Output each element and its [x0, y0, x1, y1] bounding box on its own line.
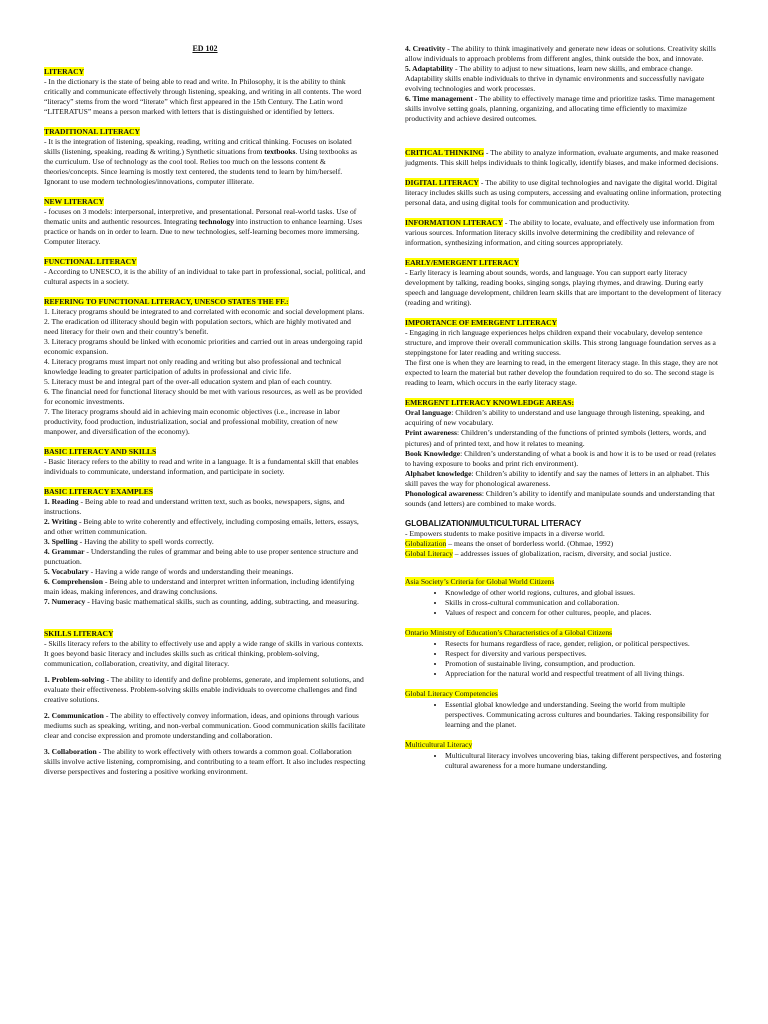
- item-text: : Children’s ability to understand and use language through listening, speaking, and acquiring of new vocabulary.: [405, 408, 705, 428]
- list-item: [405, 408, 723, 428]
- list-item: [405, 94, 723, 124]
- section-unesco: [44, 297, 366, 437]
- section-body: [44, 137, 366, 187]
- item-term: 6. Comprehension: [44, 577, 103, 587]
- bullet-item: • Multicultural literacy involves uncovering bias, taking different perspectives, and fostering cultural awareness for a more humane understanding.: [445, 751, 723, 771]
- item-text: - Having a wide range of words and understanding their meanings.: [88, 567, 294, 577]
- section-ontario: [405, 628, 723, 679]
- item-term: 5. Vocabulary: [44, 567, 89, 577]
- list-item: [405, 428, 723, 448]
- section-body: [405, 178, 723, 208]
- body-text: - The ability to use digital technologies and navigate the digital world. Digital literacy includes skills such as using computers, accessing and evaluating online information, protecting personal data, and using digital tools for communication and productivity.: [405, 178, 722, 208]
- list-item: [44, 537, 366, 547]
- section-title: INFORMATION LITERACY: [405, 218, 503, 228]
- section-body: [44, 207, 366, 247]
- section-body: [405, 148, 723, 168]
- section-body: [405, 218, 723, 248]
- section-title: EARLY/EMERGENT LITERACY: [405, 258, 520, 268]
- list-item: [44, 497, 366, 517]
- item-text: - Having the ability to spell words correctly.: [77, 537, 214, 547]
- body-text: – addresses issues of globalization, racism, diversity, and social justice.: [452, 549, 672, 559]
- item-term: 4. Creativity: [405, 44, 446, 53]
- section-body: - Skills literacy refers to the ability to effectively use and apply a wide range of skills in various contexts. It goes beyond basic literacy and includes skills such as critical thinking, problem-solving, communication, collaboration, creativity, and digital literacy.: [44, 639, 364, 669]
- section-information-literacy: [405, 218, 723, 248]
- section-importance-emergent: [405, 318, 723, 388]
- body-text: - It is the integration of listening, speaking, reading, writing and critical thinking. Focuses on isolated skills (listening, speaking, reading & writing.) Synthetic situations from: [44, 136, 352, 156]
- section-traditional-literacy: [44, 127, 366, 187]
- asia-criteria-list: [405, 588, 723, 618]
- list-item: [44, 747, 366, 777]
- section-functional-literacy: [44, 257, 366, 287]
- body-emphasis: textbooks: [264, 146, 296, 156]
- multicultural-list: [405, 751, 723, 771]
- basic-examples-list: [44, 497, 366, 607]
- list-item: 4. Literacy programs must impart not only reading and writing but also professional and technical knowledge leading to greater participation of adults in professional and civic life.: [44, 356, 342, 376]
- section-knowledge-areas: [405, 398, 723, 508]
- bullet-item: • Skills in cross-cultural communication and collaboration.: [445, 598, 723, 608]
- bullet-item: • Values of respect and concern for other cultures, people, and places.: [445, 608, 723, 618]
- body-text: - The ability to analyze information, evaluate arguments, and make reasoned judgments. This skill helps individuals to think logically, identify biases, and make informed decisions.: [405, 148, 719, 168]
- list-item: 6. The financial need for functional literacy should be met with various resources, as well as be provided for economic investments.: [44, 386, 363, 406]
- global-literacy-definition: [405, 549, 723, 559]
- item-text: : Children’s ability to identify and say the names of letters in an alphabet. This skill paves the way for phonological awareness.: [405, 468, 710, 488]
- item-term: 6. Time management: [405, 94, 473, 104]
- item-text: - The ability to effectively manage time and prioritize tasks. Time management skills involve setting goals, planning, organizing, and allocating time efficiently to maximize productivity and achieve desired outcomes.: [405, 94, 715, 124]
- section-title: SKILLS LITERACY: [44, 629, 114, 639]
- item-text: : Children’s understanding of what a book is and how it is to be used or read (relates to having exposure to books and print rich environment).: [405, 448, 716, 468]
- right-column: [405, 44, 723, 781]
- item-text: - The ability to work effectively with others towards a common goal. Collaboration skills involve active listening, compromising, and contributing to a team effort. It also includes respecting diverse perspectives and fostering a positive working environment.: [44, 747, 366, 777]
- bullet-item: • Appreciation for the natural world and respectful treatment of all living things.: [445, 669, 723, 679]
- item-text: : Children’s understanding of the functions of printed symbols (letters, words, and pictures) and of printed text, and how it relates to meaning.: [405, 428, 707, 448]
- section-title: CRITICAL THINKING: [405, 148, 484, 158]
- section-body: - According to UNESCO, it is the ability of an individual to take part in professional, social, political, and cultural aspects in a society.: [44, 266, 366, 286]
- item-text: - Being able to understand and interpret written information, including identifying main ideas, making inferences, and drawing conclusions.: [44, 577, 355, 597]
- body-text: – means the onset of borderless world. (Ohmae, 1992): [446, 539, 614, 549]
- section-title: Ontario Ministry of Education’s Characteristics of a Global Citizens: [405, 628, 613, 638]
- item-term: 3. Collaboration: [44, 747, 97, 757]
- body-emphasis: technology: [199, 216, 235, 226]
- item-term: 5. Adaptability: [405, 64, 454, 74]
- item-term: 1. Reading: [44, 497, 79, 507]
- body-text: into instruction to enhance learning. Uses practice or hands on in order to learn. Due to new technologies, self-learning becomes more immersing. Computer literacy.: [44, 216, 363, 246]
- section-body-2: The first one is when they are learning to read, in the emergent literacy stage. In this stage, they are not expected to learn the material but rather develop the foundation required to do so. The second stage is reading to learn, which occurs in the early literacy stage.: [405, 358, 718, 388]
- section-asia-society: [405, 577, 723, 618]
- item-text: - Being able to write coherently and effectively, including composing emails, letters, essays, and other written communication.: [44, 517, 359, 537]
- section-critical-thinking: [405, 148, 723, 168]
- list-item: [44, 597, 366, 607]
- section-title: LITERACY: [44, 66, 85, 76]
- bullet-item: • Knowledge of other world regions, cultures, and global issues.: [445, 588, 723, 598]
- section-digital-literacy: [405, 178, 723, 208]
- section-title: DIGITAL LITERACY: [405, 178, 479, 188]
- section-body: - Engaging in rich language experiences helps children expand their vocabulary, develop sentence structure, and improve their overall communication skills. This strong language foundation serves as a steppingstone for later reading and writing success.: [405, 328, 716, 358]
- list-item: [44, 711, 366, 741]
- item-term: Print awareness: [405, 428, 457, 438]
- body-text: - The ability to locate, evaluate, and effectively use information from various sources. Information literacy skills involve determining the credibility and relevance of information, synthesizing information, and citing sources appropriately.: [405, 218, 715, 248]
- list-item: [405, 64, 723, 94]
- list-item: [44, 567, 366, 577]
- item-term: 7. Numeracy: [44, 597, 86, 607]
- list-item: 2. The eradication od illiteracy should begin with population sectors, which are highly motivated and need literacy for their own and their country’s benefit.: [44, 316, 351, 336]
- section-skills-continued: [405, 44, 723, 124]
- ontario-characteristics-list: [405, 639, 723, 679]
- item-term: 4. Grammar: [44, 547, 85, 557]
- list-item: 3. Literacy programs should be linked with economic priorities and carried out in areas undergoing rapid economic expansion.: [44, 336, 363, 356]
- section-title: FUNCTIONAL LITERACY: [44, 256, 137, 266]
- section-body: - Early literacy is learning about sounds, words, and language. You can support early literacy development by talking, reading books, singing songs, playing rhymes, and drawing. During early speech and language development, children learn skills that are important to the development of literacy (reading and writing).: [405, 268, 722, 308]
- list-item: [405, 449, 723, 469]
- item-text: - Being able to read and understand written text, such as books, newspapers, signs, and instructions.: [44, 497, 345, 517]
- section-title: BASIC LITERACY AND SKILLS: [44, 447, 157, 457]
- left-column: [44, 44, 366, 788]
- section-globalization: [405, 519, 723, 560]
- section-basic-literacy: [44, 447, 366, 477]
- bullet-item: • Promotion of sustainable living, consumption, and production.: [445, 659, 723, 669]
- section-title: Global Literacy Competencies: [405, 689, 498, 699]
- term: Globalization: [405, 539, 447, 549]
- section-competencies: [405, 689, 723, 730]
- item-term: Book Knowledge: [405, 448, 461, 458]
- item-term: 1. Problem-solving: [44, 675, 105, 685]
- item-text: - Understanding the rules of grammar and being able to use proper sentence structure and punctuation.: [44, 547, 358, 567]
- body-text: . Using textbooks as the curriculum. Use of technology as the cool tool. Relies too much on the lessons content & theories/concepts. Since learning is mostly text centered, the students tend to learn by him/herself. Ignorant to use modern technologies/innovations, computer illiterate.: [44, 146, 358, 186]
- list-item: 7. The literacy programs should aid in achieving main economic objectives (i.e., increase in labor productivity, food production, industrialization, social and professional mobility, creation of new manpower, and diversification of the economy).: [44, 407, 340, 437]
- section-title: IMPORTANCE OF EMERGENT LITERACY: [405, 318, 558, 328]
- list-item: 5. Literacy must be and integral part of the over-all education system and plan of each country.: [44, 376, 332, 386]
- item-text: - The ability to adjust to new situations, learn new skills, and embrace change. Adaptability skills enable individuals to thrive in dynamic environments and successfully navigate evolving technologies and work processes.: [405, 64, 705, 94]
- section-body: - Basic literacy refers to the ability to read and write in a language. It is a fundamental skill that enables individuals to communicate, understand information, and participate in society.: [44, 457, 359, 477]
- list-item: [405, 44, 723, 64]
- list-item: [44, 577, 366, 597]
- item-term: Oral language: [405, 408, 452, 418]
- section-body: - Empowers students to make positive impacts in a diverse world.: [405, 529, 605, 539]
- list-item: [44, 517, 366, 537]
- item-term: Phonological awareness: [405, 488, 482, 498]
- list-item: 1. Literacy programs should be integrated to and correlated with economic and social development plans.: [44, 306, 365, 316]
- unesco-list: [44, 307, 366, 437]
- section-title: Asia Society’s Criteria for Global World Citizens: [405, 577, 555, 587]
- bullet-item: • Essential global knowledge and understanding. Seeing the world from multiple perspectives. Communicating across cultures and boundaries. Taking responsibility for learning and the planet.: [445, 700, 723, 730]
- knowledge-areas-list: [405, 408, 723, 508]
- section-title: EMERGENT LITERACY KNOWLEDGE AREAS:: [405, 398, 574, 408]
- document-title: ED 102: [192, 44, 218, 53]
- section-title: Multicultural Literacy: [405, 740, 473, 750]
- item-term: 2. Communication: [44, 711, 104, 721]
- section-multicultural: [405, 740, 723, 771]
- item-text: - The ability to effectively convey information, ideas, and opinions through various mediums such as speaking, writing, and non-verbal communication. Good communication skills facilitate clear and concise expression and promote understanding and collaboration.: [44, 711, 366, 741]
- bullet-item: • Respect for diversity and various perspectives.: [445, 649, 723, 659]
- item-text: - The ability to think imaginatively and generate new ideas or solutions. Creativity skills allow individuals to approach problems from different angles, think outside the box, and innovate.: [405, 44, 716, 64]
- section-literacy: [44, 67, 366, 117]
- section-basic-examples: [44, 487, 366, 607]
- section-emergent-literacy: [405, 258, 723, 308]
- section-title: REFERING TO FUNCTIONAL LITERACY, UNESCO STATES THE FF.:: [44, 296, 289, 306]
- item-term: 2. Writing: [44, 517, 78, 527]
- section-skills-literacy: [44, 629, 366, 777]
- section-title: TRADITIONAL LITERACY: [44, 126, 140, 136]
- body-text: - focuses on 3 models: interpersonal, interpretive, and presentational. Personal real-world tasks. Use of thematic units and authentic resources. Integrating: [44, 206, 357, 226]
- skills-continued-list: [405, 44, 723, 124]
- section-body: - In the dictionary is the state of being able to read and write. In Philosophy, it is the ability to think critically and communicate effectively through listening, speaking, and writing in all contents. The word “literacy” stems from the word “literate” which first appeared in the 15th Century. The Latin word “LITERATUS” means a person marked with letters that is distinguished or identified by letters.: [44, 76, 362, 116]
- item-term: 3. Spelling: [44, 537, 78, 547]
- list-item: [44, 547, 366, 567]
- item-term: Alphabet knowledge: [405, 468, 472, 478]
- globalization-definition: [405, 539, 723, 549]
- skills-list: [44, 675, 366, 777]
- item-text: - The ability to identify and define problems, generate, and implement solutions, and evaluate their effectiveness. Problem-solving skills enable individuals to overcome challenges and find creative solutions.: [44, 675, 364, 705]
- section-title: NEW LITERACY: [44, 196, 104, 206]
- bullet-item: • Resects for humans regardless of race, gender, religion, or political perspectives.: [445, 639, 723, 649]
- list-item: [405, 469, 723, 489]
- section-new-literacy: [44, 197, 366, 247]
- section-title: BASIC LITERACY EXAMPLES: [44, 487, 154, 497]
- item-text: : Children’s ability to identify and manipulate sounds and understanding that sounds (and letters) are combined to make words.: [405, 488, 715, 508]
- list-item: [44, 675, 366, 705]
- item-text: - Having basic mathematical skills, such as counting, adding, subtracting, and measuring.: [85, 597, 359, 607]
- section-title: GLOBALIZATION/MULTICULTURAL LITERACY: [405, 518, 582, 528]
- competencies-list: [405, 700, 723, 730]
- term: Global Literacy: [405, 549, 453, 559]
- list-item: [405, 489, 723, 509]
